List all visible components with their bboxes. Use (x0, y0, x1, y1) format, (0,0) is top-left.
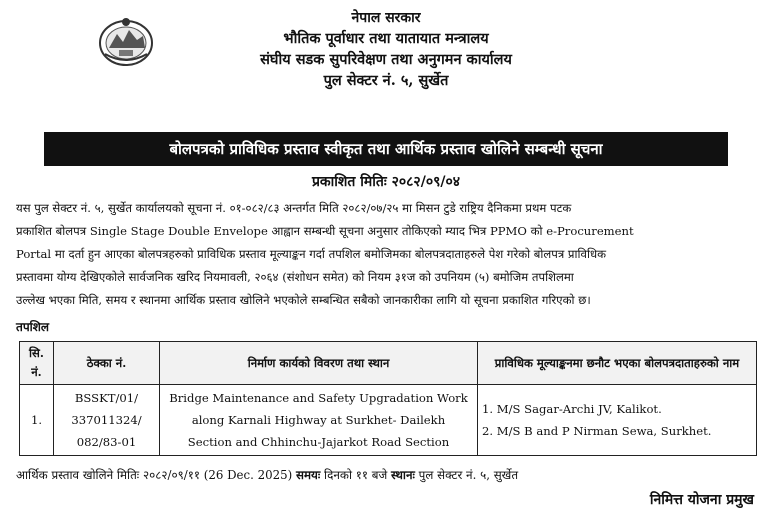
opening-info (16, 464, 758, 486)
contract-no-line: BSSKT/01/ (74, 391, 139, 405)
bidder-name: 2. M/S B and P Nirman Sewa, Surkhet. (482, 424, 712, 438)
table-row (20, 385, 757, 456)
notice-title: बोलपत्रको प्राविधिक प्रस्ताव स्वीकृत तथा आर्थिक प्रस्ताव खोलिने सम्बन्धी सूचना (44, 132, 728, 166)
contract-no-line: 337011324/ (71, 413, 142, 427)
details-heading: तपशिल (16, 320, 50, 334)
place-label: स्थानः (391, 468, 415, 482)
description-line: along Karnali Highway at Surkhet- Dailekh (191, 413, 446, 427)
header-description: निर्माण कार्यको विवरण तथा स्थान (160, 342, 478, 385)
bid-details-table (19, 341, 757, 456)
body-line: प्रकाशित बोलपत्र Single Stage Double Envelope आह्वान सम्बन्धी सूचना अनुसार तोकिएको म्याद भित्र PPMO को e-Procurement (16, 224, 634, 238)
place-value: पुल सेक्टर नं. ५, सुर्खेत (418, 468, 519, 482)
cell-contract-no (54, 385, 160, 456)
bidder-name: 1. M/S Sagar-Archi JV, Kalikot. (482, 402, 662, 416)
body-line: Portal मा दर्ता हुन आएका बोलपत्रहरुको प्राविधिक प्रस्ताव मूल्याङ्कन गर्दा तपशिल बमोजिमका बोलपत्रदाताहरुले पेश गरेको बोलपत्र प्राविधिक (16, 247, 607, 261)
contract-no-line: 082/83-01 (76, 435, 137, 449)
body-line: उल्लेख भएका मिति, समय र स्थानमा आर्थिक प्रस्ताव खोलिने भएकोले सम्बन्धित सबैको जानकारीका लागि यो सूचना प्रकाशित गरिएको छ। (16, 293, 591, 307)
time-value: दिनको ११ बजे (324, 468, 388, 482)
notice-body (16, 197, 758, 312)
table-header-row (20, 342, 757, 385)
body-line: यस पुल सेक्टर नं. ५, सुर्खेत कार्यालयको सूचना नं. ०१-०८२/८३ अन्तर्गत मिति २०८२/०७/२५ मा मिसन टुडे राष्ट्रिय दैनिकमा प्रथम पटक (16, 201, 572, 215)
sector-name: पुल सेक्टर नं. ५, सुर्खेत (323, 72, 449, 89)
opening-date: २०८२/०९/११ (26 Dec. 2025) (142, 468, 293, 482)
cell-description (160, 385, 478, 456)
office-name: संघीय सडक सुपरिवेक्षण तथा अनुगमन कार्यालय (260, 51, 512, 68)
letterhead (0, 8, 772, 91)
description-line: Bridge Maintenance and Safety Upgradation Work (169, 391, 468, 405)
signatory-title: निमित्त योजना प्रमुख (649, 492, 754, 508)
description-line: Section and Chhinchu-Jajarkot Road Section (187, 435, 450, 449)
cell-sn: 1. (20, 385, 54, 456)
header-bidders: प्राविधिक मूल्याङ्कनमा छनौट भएका बोलपत्रदाताहरुको नाम (478, 342, 757, 385)
header-contract-no: ठेक्का नं. (54, 342, 160, 385)
time-label: समयः (296, 468, 321, 482)
body-line: प्रस्तावमा योग्य देखिएकोले सार्वजनिक खरिद नियमावली, २०६४ (संशोधन समेत) को नियम ३१ज को उपनियम (५) बमोजिम तपशिलमा (16, 270, 574, 284)
cell-bidders (478, 385, 757, 456)
opening-date-label: आर्थिक प्रस्ताव खोलिने मितिः (16, 468, 140, 482)
header-sn: सि. नं. (20, 342, 54, 385)
published-date: प्रकाशित मितिः २०८२/०९/०४ (311, 174, 461, 190)
government-name: नेपाल सरकार (351, 10, 421, 26)
ministry-name: भौतिक पूर्वाधार तथा यातायात मन्त्रालय (283, 30, 489, 47)
